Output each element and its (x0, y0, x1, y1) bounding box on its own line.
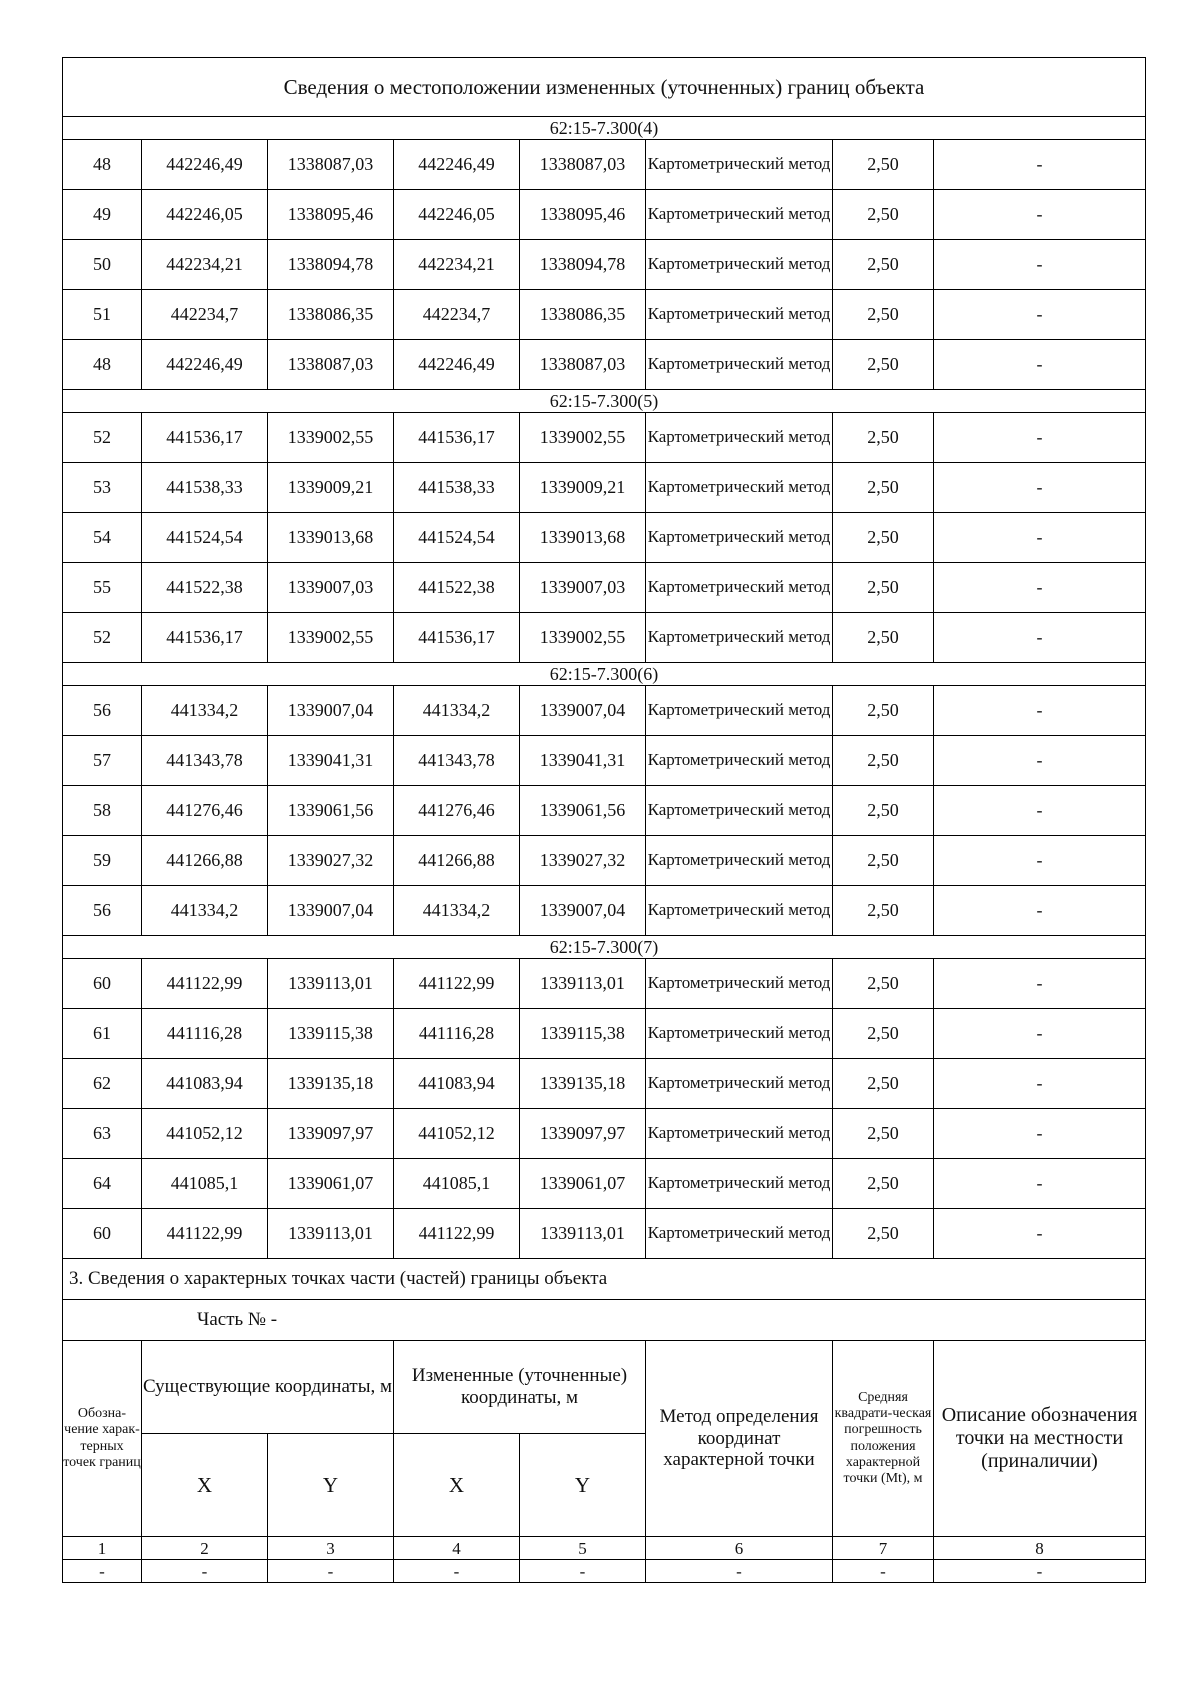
error-cell: 2,50 (833, 686, 934, 736)
changed-y-cell: 1339113,01 (520, 959, 646, 1009)
existing-x-cell: 441524,54 (142, 513, 268, 563)
point-id-cell: 53 (63, 463, 142, 513)
existing-y-cell: 1339061,07 (268, 1159, 394, 1209)
description-cell: - (934, 190, 1146, 240)
description-cell: - (934, 140, 1146, 190)
description-cell: - (934, 463, 1146, 513)
group-header-row (63, 117, 1146, 140)
existing-y-cell: 1338087,03 (268, 340, 394, 390)
point-id-cell: 55 (63, 563, 142, 613)
header-existing-coords: Существующие координаты, м (142, 1341, 394, 1434)
table-row (63, 240, 1146, 290)
changed-y-cell: 1339041,31 (520, 736, 646, 786)
table-row (63, 563, 1146, 613)
error-cell: 2,50 (833, 1209, 934, 1259)
method-cell: Картометрический метод (646, 736, 833, 786)
error-cell: 2,50 (833, 886, 934, 936)
description-cell: - (934, 686, 1146, 736)
error-cell: - (833, 1560, 934, 1583)
changed-y-cell: 1339002,55 (520, 413, 646, 463)
existing-x-cell: 441122,99 (142, 1209, 268, 1259)
method-cell: Картометрический метод (646, 836, 833, 886)
header-existing-x: X (142, 1434, 268, 1537)
table-row (63, 1560, 1146, 1583)
header-changed-coords: Измененные (уточненные) координаты, м (394, 1341, 646, 1434)
point-id-cell: 60 (63, 959, 142, 1009)
method-cell: Картометрический метод (646, 1109, 833, 1159)
changed-x-cell: 441083,94 (394, 1059, 520, 1109)
table-row (63, 140, 1146, 190)
header-changed-x: X (394, 1434, 520, 1537)
existing-x-cell: 441334,2 (142, 686, 268, 736)
coordinates-table (62, 57, 1146, 1583)
existing-x-cell: 441538,33 (142, 463, 268, 513)
existing-y-cell: 1339007,03 (268, 563, 394, 613)
header-existing-y: Y (268, 1434, 394, 1537)
changed-y-cell: 1339097,97 (520, 1109, 646, 1159)
table-row (63, 1059, 1146, 1109)
group-label: 62:15-7.300(4) (63, 117, 1146, 140)
changed-y-cell: 1339013,68 (520, 513, 646, 563)
error-cell: 2,50 (833, 1109, 934, 1159)
changed-y-cell: 1339115,38 (520, 1009, 646, 1059)
header-designation: Обозна-чение харак-терных точек границ (63, 1341, 142, 1537)
column-number: 8 (934, 1537, 1146, 1560)
error-cell: 2,50 (833, 463, 934, 513)
table-row (63, 340, 1146, 390)
description-cell: - (934, 959, 1146, 1009)
existing-y-cell: 1339007,04 (268, 686, 394, 736)
error-cell: 2,50 (833, 1009, 934, 1059)
header-changed-y: Y (520, 1434, 646, 1537)
table-row (63, 1159, 1146, 1209)
point-id-cell: 48 (63, 340, 142, 390)
description-cell: - (934, 290, 1146, 340)
column-number: 1 (63, 1537, 142, 1560)
error-cell: 2,50 (833, 613, 934, 663)
existing-x-cell: - (142, 1560, 268, 1583)
table-row (63, 786, 1146, 836)
error-cell: 2,50 (833, 240, 934, 290)
changed-y-cell: 1338087,03 (520, 340, 646, 390)
existing-y-cell: 1339113,01 (268, 1209, 394, 1259)
changed-x-cell: 441052,12 (394, 1109, 520, 1159)
changed-x-cell: - (394, 1560, 520, 1583)
existing-x-cell: 441536,17 (142, 613, 268, 663)
changed-x-cell: 442234,21 (394, 240, 520, 290)
changed-x-cell: 441334,2 (394, 886, 520, 936)
error-cell: 2,50 (833, 140, 934, 190)
changed-x-cell: 441122,99 (394, 959, 520, 1009)
changed-y-cell: 1339061,56 (520, 786, 646, 836)
description-cell: - (934, 1109, 1146, 1159)
error-cell: 2,50 (833, 1059, 934, 1109)
existing-y-cell: 1338087,03 (268, 140, 394, 190)
description-cell: - (934, 786, 1146, 836)
point-id-cell: 62 (63, 1059, 142, 1109)
table-row (63, 886, 1146, 936)
method-cell: Картометрический метод (646, 340, 833, 390)
table-row (63, 190, 1146, 240)
changed-y-cell: 1339027,32 (520, 836, 646, 886)
error-cell: 2,50 (833, 786, 934, 836)
point-id-cell: 60 (63, 1209, 142, 1259)
changed-x-cell: 441276,46 (394, 786, 520, 836)
method-cell: Картометрический метод (646, 686, 833, 736)
table-row (63, 1109, 1146, 1159)
existing-x-cell: 441085,1 (142, 1159, 268, 1209)
group-header-row (63, 663, 1146, 686)
error-cell: 2,50 (833, 959, 934, 1009)
point-id-cell: 58 (63, 786, 142, 836)
description-cell: - (934, 1159, 1146, 1209)
existing-y-cell: 1338095,46 (268, 190, 394, 240)
changed-x-cell: 442246,49 (394, 340, 520, 390)
method-cell: Картометрический метод (646, 786, 833, 836)
description-cell: - (934, 513, 1146, 563)
error-cell: 2,50 (833, 340, 934, 390)
method-cell: Картометрический метод (646, 413, 833, 463)
table-row (63, 1009, 1146, 1059)
description-cell: - (934, 1059, 1146, 1109)
point-id-cell: 64 (63, 1159, 142, 1209)
method-cell: Картометрический метод (646, 190, 833, 240)
table-row (63, 513, 1146, 563)
method-cell: Картометрический метод (646, 290, 833, 340)
table-row (63, 613, 1146, 663)
existing-y-cell: 1339013,68 (268, 513, 394, 563)
group-label: 62:15-7.300(5) (63, 390, 1146, 413)
description-cell: - (934, 240, 1146, 290)
method-cell: - (646, 1560, 833, 1583)
changed-y-cell: 1339007,04 (520, 886, 646, 936)
table-row (63, 1209, 1146, 1259)
existing-x-cell: 441343,78 (142, 736, 268, 786)
point-id-cell: 61 (63, 1009, 142, 1059)
changed-y-cell: 1339002,55 (520, 613, 646, 663)
changed-y-cell: 1339007,03 (520, 563, 646, 613)
error-cell: 2,50 (833, 736, 934, 786)
changed-x-cell: 442234,7 (394, 290, 520, 340)
column-numbers-row (63, 1537, 1146, 1560)
column-number: 7 (833, 1537, 934, 1560)
existing-x-cell: 441116,28 (142, 1009, 268, 1059)
method-cell: Картометрический метод (646, 463, 833, 513)
existing-y-cell: 1339115,38 (268, 1009, 394, 1059)
changed-y-cell: 1338086,35 (520, 290, 646, 340)
method-cell: Картометрический метод (646, 886, 833, 936)
description-cell: - (934, 736, 1146, 786)
point-id-cell: 48 (63, 140, 142, 190)
method-cell: Картометрический метод (646, 1059, 833, 1109)
header-description: Описание обозначения точки на местности (приналичии) (934, 1341, 1146, 1537)
point-id-cell: 56 (63, 886, 142, 936)
group-label: 62:15-7.300(6) (63, 663, 1146, 686)
column-number: 2 (142, 1537, 268, 1560)
existing-x-cell: 442246,05 (142, 190, 268, 240)
existing-y-cell: 1339113,01 (268, 959, 394, 1009)
method-cell: Картометрический метод (646, 613, 833, 663)
changed-x-cell: 441085,1 (394, 1159, 520, 1209)
existing-x-cell: 441266,88 (142, 836, 268, 886)
existing-y-cell: 1339097,97 (268, 1109, 394, 1159)
part-label: Часть № - (63, 1300, 1146, 1341)
changed-x-cell: 441524,54 (394, 513, 520, 563)
table-row (63, 736, 1146, 786)
changed-y-cell: 1339007,04 (520, 686, 646, 736)
changed-y-cell: 1338087,03 (520, 140, 646, 190)
existing-x-cell: 442246,49 (142, 140, 268, 190)
error-cell: 2,50 (833, 513, 934, 563)
existing-x-cell: 441536,17 (142, 413, 268, 463)
changed-x-cell: 441343,78 (394, 736, 520, 786)
point-id-cell: - (63, 1560, 142, 1583)
error-cell: 2,50 (833, 836, 934, 886)
header-row-1 (63, 1341, 1146, 1434)
table-row (63, 290, 1146, 340)
method-cell: Картометрический метод (646, 513, 833, 563)
changed-x-cell: 442246,05 (394, 190, 520, 240)
existing-x-cell: 441334,2 (142, 886, 268, 936)
method-cell: Картометрический метод (646, 240, 833, 290)
table-row (63, 686, 1146, 736)
existing-y-cell: 1338086,35 (268, 290, 394, 340)
changed-x-cell: 441536,17 (394, 613, 520, 663)
changed-x-cell: 441122,99 (394, 1209, 520, 1259)
existing-x-cell: 442234,7 (142, 290, 268, 340)
error-cell: 2,50 (833, 413, 934, 463)
existing-y-cell: 1339002,55 (268, 613, 394, 663)
changed-y-cell: 1339009,21 (520, 463, 646, 513)
header-error: Средняя квадрати-ческая погрешность положения характерной точки (Mt), м (833, 1341, 934, 1537)
description-cell: - (934, 563, 1146, 613)
error-cell: 2,50 (833, 190, 934, 240)
description-cell: - (934, 836, 1146, 886)
existing-x-cell: 442246,49 (142, 340, 268, 390)
changed-x-cell: 441116,28 (394, 1009, 520, 1059)
description-cell: - (934, 1209, 1146, 1259)
point-id-cell: 52 (63, 613, 142, 663)
description-cell: - (934, 886, 1146, 936)
point-id-cell: 59 (63, 836, 142, 886)
existing-x-cell: 442234,21 (142, 240, 268, 290)
method-cell: Картометрический метод (646, 140, 833, 190)
changed-y-cell: 1339061,07 (520, 1159, 646, 1209)
point-id-cell: 57 (63, 736, 142, 786)
group-header-row (63, 390, 1146, 413)
description-cell: - (934, 613, 1146, 663)
part-row (63, 1300, 1146, 1341)
existing-x-cell: 441276,46 (142, 786, 268, 836)
changed-x-cell: 441538,33 (394, 463, 520, 513)
existing-y-cell: 1339041,31 (268, 736, 394, 786)
section-3-title-row (63, 1259, 1146, 1300)
existing-x-cell: 441522,38 (142, 563, 268, 613)
method-cell: Картометрический метод (646, 563, 833, 613)
changed-x-cell: 441522,38 (394, 563, 520, 613)
table-body (63, 58, 1146, 1583)
description-cell: - (934, 1009, 1146, 1059)
table-row (63, 413, 1146, 463)
method-cell: Картометрический метод (646, 1009, 833, 1059)
point-id-cell: 54 (63, 513, 142, 563)
description-cell: - (934, 1560, 1146, 1583)
column-number: 3 (268, 1537, 394, 1560)
changed-x-cell: 442246,49 (394, 140, 520, 190)
point-id-cell: 49 (63, 190, 142, 240)
section-3-title: 3. Сведения о характерных точках части (частей) границы объекта (63, 1259, 1146, 1300)
description-cell: - (934, 413, 1146, 463)
method-cell: Картометрический метод (646, 959, 833, 1009)
existing-x-cell: 441052,12 (142, 1109, 268, 1159)
existing-y-cell: 1339135,18 (268, 1059, 394, 1109)
method-cell: Картометрический метод (646, 1209, 833, 1259)
changed-y-cell: 1339135,18 (520, 1059, 646, 1109)
table-row (63, 959, 1146, 1009)
table-row (63, 463, 1146, 513)
point-id-cell: 56 (63, 686, 142, 736)
point-id-cell: 52 (63, 413, 142, 463)
method-cell: Картометрический метод (646, 1159, 833, 1209)
column-number: 6 (646, 1537, 833, 1560)
page-title: Сведения о местоположении измененных (уточненных) границ объекта (63, 58, 1146, 117)
existing-y-cell: 1339002,55 (268, 413, 394, 463)
error-cell: 2,50 (833, 563, 934, 613)
column-number: 5 (520, 1537, 646, 1560)
existing-y-cell: 1339061,56 (268, 786, 394, 836)
header-method: Метод определения координат характерной точки (646, 1341, 833, 1537)
changed-x-cell: 441536,17 (394, 413, 520, 463)
group-header-row (63, 936, 1146, 959)
changed-x-cell: 441334,2 (394, 686, 520, 736)
group-label: 62:15-7.300(7) (63, 936, 1146, 959)
column-number: 4 (394, 1537, 520, 1560)
changed-y-cell: 1338095,46 (520, 190, 646, 240)
existing-y-cell: 1339027,32 (268, 836, 394, 886)
existing-x-cell: 441122,99 (142, 959, 268, 1009)
point-id-cell: 63 (63, 1109, 142, 1159)
changed-x-cell: 441266,88 (394, 836, 520, 886)
point-id-cell: 51 (63, 290, 142, 340)
existing-x-cell: 441083,94 (142, 1059, 268, 1109)
changed-y-cell: 1339113,01 (520, 1209, 646, 1259)
existing-y-cell: 1339009,21 (268, 463, 394, 513)
existing-y-cell: 1339007,04 (268, 886, 394, 936)
error-cell: 2,50 (833, 1159, 934, 1209)
existing-y-cell: - (268, 1560, 394, 1583)
error-cell: 2,50 (833, 290, 934, 340)
description-cell: - (934, 340, 1146, 390)
existing-y-cell: 1338094,78 (268, 240, 394, 290)
changed-y-cell: 1338094,78 (520, 240, 646, 290)
changed-y-cell: - (520, 1560, 646, 1583)
table-row (63, 836, 1146, 886)
point-id-cell: 50 (63, 240, 142, 290)
